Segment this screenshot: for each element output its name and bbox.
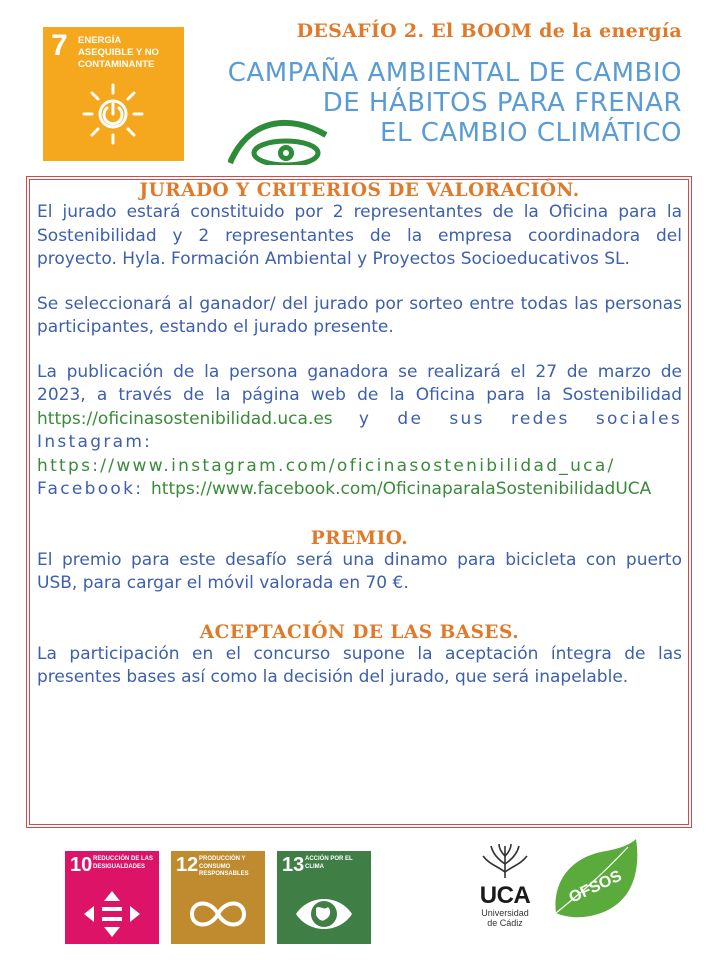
sdg10-number: 10	[70, 854, 93, 876]
premio-heading: PREMIO.	[310, 527, 409, 549]
infinity-icon	[188, 889, 248, 939]
aceptacion-text: La participación en el concurso supone la aceptación íntegra de las presentes bases así como la decisión del jurado, que será inapelable.	[37, 643, 682, 687]
sdg12-tile	[171, 851, 265, 944]
website-link[interactable]: https://oficinasostenibilidad.uca.es	[37, 408, 333, 429]
eye-leaf-logo-icon	[228, 115, 328, 165]
uca-line2: de Cádiz	[487, 918, 523, 928]
sun-power-icon	[81, 82, 145, 146]
uca-logo	[465, 842, 545, 928]
ofsos-text: OFSOS	[566, 867, 625, 907]
main-content	[37, 180, 682, 690]
campaign-line: EL CAMBIO CLIMÁTICO	[380, 118, 682, 148]
leaf-logo-icon	[548, 835, 643, 925]
sdg10-label: REDUCCIÓN DE LAS DESIGUALDADES	[93, 856, 154, 870]
uca-line1: Universidad	[481, 908, 529, 918]
sdg7-label: ENERGÍA ASEQUIBLE Y NO CONTAMINANTE	[78, 35, 159, 70]
sdg13-number: 13	[282, 854, 305, 876]
premio-text: El premio para este desafío será una dinamo para bicicleta con puerto USB, para cargar el móvil valorada en 70 €.	[37, 549, 682, 593]
facebook-link[interactable]: https://www.facebook.com/OficinaparalaSostenibilidadUCA	[151, 479, 652, 499]
campaign-line: DE HÁBITOS PARA FRENAR	[322, 88, 682, 118]
uca-crest-icon	[475, 842, 535, 880]
eye-globe-icon	[294, 889, 354, 939]
jurado-paragraph-3: La publicación de la persona ganadora se realizará el 27 de marzo de 2023, a través de la página web de la Oficina para la Sostenibilidad https://oficinasostenibilidad.uca.es y de sus redes sociales Instagram: https://www.instagram.com/oficinasostenibilidad_uca/ Facebook: https://www.facebook.com/OficinaparalaSostenibilidadUCA	[37, 361, 682, 499]
sdg10-tile	[65, 851, 159, 944]
sdg12-number: 12	[176, 854, 199, 876]
aceptacion-heading: ACEPTACIÓN DE LAS BASES.	[199, 621, 520, 643]
uca-mark: UCA	[479, 882, 531, 909]
sdg7-tile	[43, 27, 184, 161]
jurado-paragraph-1: El jurado estará constituido por 2 representantes de la Oficina para la Sostenibilidad y 2 representantes de la empresa coordinadora del proyecto. Hyla. Formación Ambiental y Proyectos Socioeducativos SL.	[37, 202, 682, 269]
challenge-title: DESAFÍO 2. El BOOM de la energía	[296, 20, 682, 42]
sdg13-label: ACCIÓN POR EL CLIMA	[305, 856, 353, 870]
campaign-line: CAMPAÑA AMBIENTAL DE CAMBIO	[227, 58, 682, 88]
instagram-link[interactable]: https://www.instagram.com/oficinasostenibilidad_uca/	[37, 455, 616, 476]
sdg7-number: 7	[51, 29, 68, 62]
jurado-heading: JURADO Y CRITERIOS DE VALORACIÓN.	[139, 180, 580, 201]
sdg12-label: PRODUCCIÓN Y CONSUMO RESPONSABLES	[199, 856, 249, 877]
sdg13-tile	[277, 851, 371, 944]
jurado-paragraph-2: Se seleccionará al ganador/ del jurado por sorteo entre todas las personas participantes, estando el jurado presente.	[37, 293, 682, 337]
equality-icon	[82, 889, 142, 939]
